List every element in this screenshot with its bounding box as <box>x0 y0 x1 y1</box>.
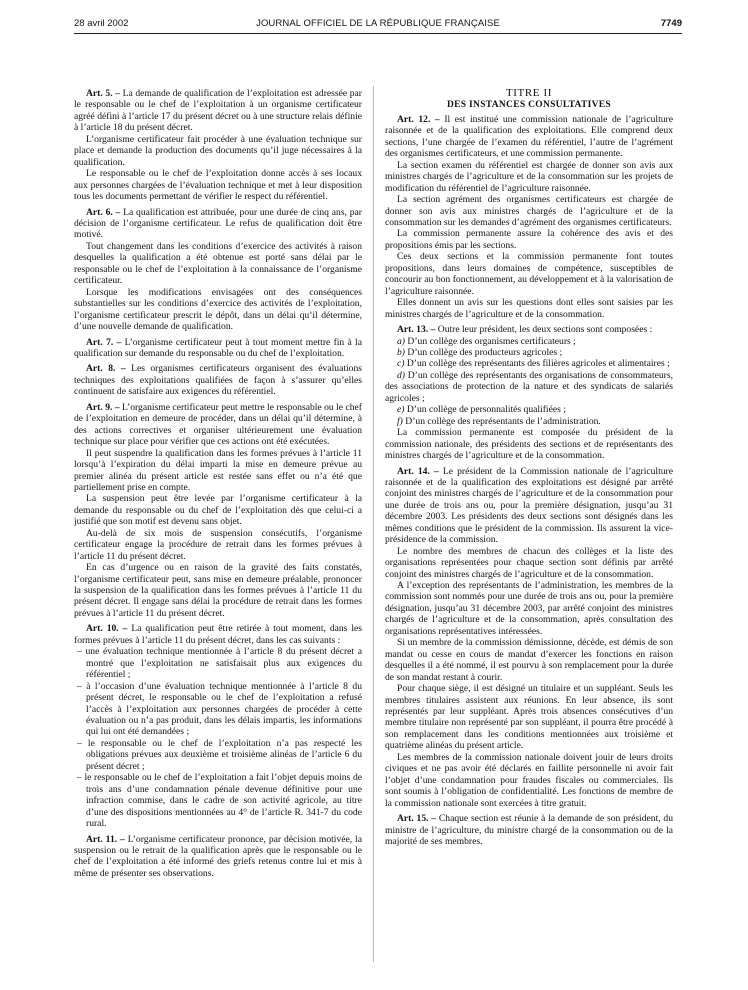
item-letter: d) <box>397 369 405 381</box>
article-6 <box>74 207 362 241</box>
section-heading: DES INSTANCES CONSULTATIVES <box>446 100 612 111</box>
article-14 <box>385 466 673 546</box>
article-6-paragraph: Lorsque les modifications envisagées ont des conséquences substantielles sur les conditions d’exercice des activités de l’exploitation, l’organisme certificateur prescrit le dépôt, dans un délai qu’il détermine, d’une nouvelle demande de qualification. <box>74 286 362 333</box>
left-column <box>74 88 362 968</box>
item-text: D’un collège des organismes certificateurs ; <box>405 335 576 347</box>
article-5-text: La demande de qualification de l’exploitation est adressée par le responsable ou le chef de l’exploitation à un organisme certificateur agréé défini à l’article 17 du présent décret ou à une structure relais définie à l’article 18 du présent décret. <box>74 88 362 134</box>
article-12-paragraph: Elles donnent un avis sur les questions dont elles sont saisies par les ministres chargés de l’agriculture et de la consommation. <box>385 297 673 320</box>
list-item <box>385 370 673 404</box>
article-6-heading: Art. 6. – <box>86 206 121 218</box>
item-text: D’un collège des représentants de l’administration. <box>402 415 601 427</box>
article-14-paragraph: Pour chaque siège, il est désigné un titulaire et un suppléant. Seuls les membres titulaires assistent aux réunions. En leur absence, ils sont représentés par leur suppléant. Après trois absences consécutives d’un membre titulaire non représenté par son suppléant, il pourra être procédé à son remplacement dans les conditions mentionnées aux troisième et quatrième alinéas du présent article. <box>385 683 673 752</box>
article-12-paragraph: La section agrément des organismes certificateurs est chargée de donner son avis aux ministres chargés de l’agriculture et de la consommation sur les demandes d’agrément des organismes certificateurs. <box>385 194 673 228</box>
article-14-paragraph: Le nombre des membres de chacun des collèges et la liste des organisations représentées pour chaque section sont définis par arrêté conjoint des ministres chargés de l’agriculture et de la consommation. <box>385 545 673 580</box>
article-6-paragraph: Tout changement dans les conditions d’exercice des activités à raison desquelles la qualification a été obtenue est porté sans délai par le responsable ou le chef de l’exploitation à la connaissance de l’organisme certificateur. <box>74 240 362 287</box>
article-6-text: La qualification est attribuée, pour une durée de cinq ans, par décision de l’organisme certificateur. Le refus de qualification doit être motivé. <box>74 206 362 241</box>
list-item: – une évaluation technique mentionnée à l’article 8 du présent décret a montré que l’exploitation ne satisfaisait plus aux exigences du référentiel ; <box>74 646 362 680</box>
article-15-heading: Art. 15. – <box>397 813 437 825</box>
article-12-heading: Art. 12. – <box>397 113 440 125</box>
article-13-paragraph: La commission permanente est composée du président de la commission nationale, des présidents des sections et de représentants des ministres chargés de l’agriculture et de la consommation. <box>385 427 673 462</box>
article-9-paragraph: Il peut suspendre la qualification dans les formes prévues à l’article 11 lorsqu’à l’expiration du délai imparti la mise en demeure prévue au premier alinéa du présent article est restée sans effet ou n’a été que partiellement prise en compte. <box>74 447 362 493</box>
page-number: 7749 <box>660 18 682 29</box>
article-11 <box>74 834 362 880</box>
title-heading: TITRE II <box>505 87 553 99</box>
item-letter: f) <box>397 415 403 427</box>
item-text: D’un collège de personnalités qualifiées ; <box>404 404 566 416</box>
article-12-text: Il est institué une commission nationale de l’agriculture raisonnée et de la qualification des exploitations. Elle comprend deux sections, l’une chargée de l’examen du référentiel, l’autre de l’agrément des organismes certificateurs, et une commission permanente. <box>385 113 673 160</box>
article-14-text: Le président de la Commission nationale de l’agriculture raisonnée et de la qualification des exploitations est désigné par arrêté conjoint des ministres chargés de l’agriculture et de la consommation pour une durée de trois ans ou, pour la première désignation, jusqu’au 31 décembre 2003. Les présidents des deux sections sont désignés dans les mêmes conditions que le président de la commission. Ils assurent la vice-présidence de la commission. <box>385 465 673 546</box>
article-9-heading: Art. 9. – <box>86 401 120 413</box>
item-letter: c) <box>397 358 405 370</box>
article-14-paragraph: A l’exception des représentants de l’administration, les membres de la commission sont nommés pour une durée de trois ans ou, pour la première désignation, jusqu’au 31 décembre 2003, par arrêté conjoint des ministres chargés de l’agriculture et de la consommation, après consultation des organisations représentatives intéressées. <box>385 580 673 637</box>
article-10-text: La qualification peut être retirée à tout moment, dans les formes prévues à l’article 11 du présent décret, dans les cas suivants : <box>74 623 362 646</box>
list-item <box>385 358 673 369</box>
article-9-paragraph: En cas d’urgence ou en raison de la gravité des faits constatés, l’organisme certificateur peut, sans mise en demeure préalable, prononcer la suspension de la qualification dans les formes prévues à l’article 11 du présent décret. Il engage sans délai la procédure de retrait dans les formes prévues à l’article 11 du présent décret. <box>74 562 362 619</box>
item-letter: a) <box>397 335 405 347</box>
article-13-text: Outre leur président, les deux sections sont composées : <box>435 324 653 336</box>
item-text: D’un collège des représentants des organisations de consommateurs, des associations de protection de la nature et des syndicats de salariés agricoles ; <box>385 369 673 404</box>
article-14-paragraph: Si un membre de la commission démissionne, décède, est démis de son mandat ou cesse en cours de mandat d’exercer les fonctions en raison desquelles il a été nommé, il est pourvu à son remplacement pour la durée de son mandat restant à courir. <box>385 637 673 683</box>
page-header <box>74 16 682 32</box>
list-item <box>385 336 673 347</box>
article-9-paragraph: Au-delà de six mois de suspension consécutifs, l’organisme certificateur engage la procédure de retrait dans les formes prévues à l’article 11 du présent décret. <box>74 527 362 562</box>
article-9-text: L’organisme certificateur peut mettre le responsable ou le chef de l’exploitation en demeure de procéder, dans un délai qu’il détermine, à des actions correctives et organiser ultérieurement une évaluation technique sur place pour vérifier que ces actions ont été exécutées. <box>74 401 362 448</box>
article-7 <box>74 337 362 360</box>
article-13 <box>385 324 673 335</box>
journal-title: JOURNAL OFFICIEL DE LA RÉPUBLIQUE FRANÇAISE <box>256 18 500 29</box>
article-5 <box>74 88 362 134</box>
article-9 <box>74 402 362 448</box>
right-column <box>385 84 673 964</box>
list-item <box>385 347 673 358</box>
item-letter: e) <box>397 404 405 416</box>
article-8-text: Les organismes certificateurs organisent des évaluations techniques des exploitations qualifiées de façon à s’assurer qu’elles continuent de satisfaire aux exigences du référentiel. <box>74 363 362 398</box>
list-item <box>385 416 673 427</box>
article-10-list <box>74 646 362 829</box>
article-14-heading: Art. 14. – <box>397 465 439 477</box>
article-12-paragraph: La section examen du référentiel est chargée de donner son avis aux ministres chargés de l’agriculture et de la consommation sur les projets de modification du référentiel de l’agriculture raisonnée. <box>385 159 673 194</box>
article-11-text: L’organisme certificateur prononce, par décision motivée, la suspension ou le retrait de la qualification après que le responsable ou le chef de l’exploitation a été informé des griefs retenus contre lui et mis à même de présenter ses observations. <box>74 833 362 879</box>
article-12 <box>385 114 673 160</box>
header-rule <box>74 33 682 34</box>
article-5-heading: Art. 5. – <box>86 88 121 99</box>
list-item: – le responsable ou le chef de l’exploitation n’a pas respecté les obligations prévues aux deuxième et troisième alinéas de l’article 6 du présent décret ; <box>74 738 362 772</box>
item-letter: b) <box>397 346 405 358</box>
item-text: D’un collège des représentants des filières agricoles et alimentaires ; <box>404 358 670 370</box>
list-item: – à l’occasion d’une évaluation technique mentionnée à l’article 8 du présent décret, le responsable ou le chef de l’exploitation a refusé l’accès à l’exploitation aux personnes chargées de procéder à cette évaluation ou n’a pas produit, dans les délais impartis, les informations qui lui ont été demandées ; <box>74 681 362 738</box>
article-7-heading: Art. 7. – <box>86 336 122 348</box>
list-item: – le responsable ou le chef de l’exploitation a fait l’objet depuis moins de trois ans d’une condamnation pénale devenue définitive pour une infraction commise, dans le cadre de son activité agricole, au titre d’une des dispositions mentionnées au 4° de l’article R. 341-7 du code rural. <box>74 772 362 829</box>
article-8 <box>74 363 362 397</box>
article-9-paragraph: La suspension peut être levée par l’organisme certificateur à la demande du responsable ou du chef de l’exploitation dès que celui-ci a justifié que son motif est devenu sans objet. <box>74 493 362 528</box>
article-12-paragraph: Ces deux sections et la commission permanente font toutes propositions, dans leurs domaines de compétence, susceptibles de concourir au bon fonctionnement, au développement et à la valorisation de l’agriculture raisonnée. <box>385 251 673 297</box>
article-5-paragraph: Le responsable ou le chef de l’exploitation donne accès à ses locaux aux personnes chargées de l’évaluation technique et met à leur disposition tous les documents permettant de vérifier le respect du référentiel. <box>74 168 362 203</box>
list-item <box>385 404 673 415</box>
publication-date: 28 avril 2002 <box>74 18 129 29</box>
article-8-heading: Art. 8. – <box>86 363 126 375</box>
article-13-heading: Art. 13. – <box>397 324 436 336</box>
article-10-heading: Art. 10. – <box>86 623 128 635</box>
item-text: D’un collège des producteurs agricoles ; <box>405 346 563 358</box>
article-12-paragraph: La commission permanente assure la cohérence des avis et des propositions émis par les sections. <box>385 228 673 251</box>
article-14-paragraph: Les membres de la commission nationale doivent jouir de leurs droits civiques et ne pas avoir été déclarés en faillite personnelle ni avoir fait l’objet d’une condamnation pour fraudes fiscales ou commerciales. Ils sont soumis à l’obligation de confidentialité. Les fonctions de membre de la commission nationale sont exercées à titre gratuit. <box>385 751 673 809</box>
article-5-paragraph: L’organisme certificateur fait procéder à une évaluation technique sur place et demande la production des documents qu’il juge nécessaires à la qualification. <box>74 133 362 168</box>
article-15-text: Chaque section est réunie à la demande de son président, du ministre de l’agriculture, du ministre chargé de la consommation ou de la majorité de ses membres. <box>385 813 673 847</box>
article-10 <box>74 623 362 646</box>
article-7-text: L’organisme certificateur peut à tout moment mettre fin à la qualification sur demande du responsable ou du chef de l’exploitation. <box>74 336 362 359</box>
article-15 <box>385 813 673 847</box>
column-divider <box>373 86 374 962</box>
article-11-heading: Art. 11. – <box>86 833 125 845</box>
